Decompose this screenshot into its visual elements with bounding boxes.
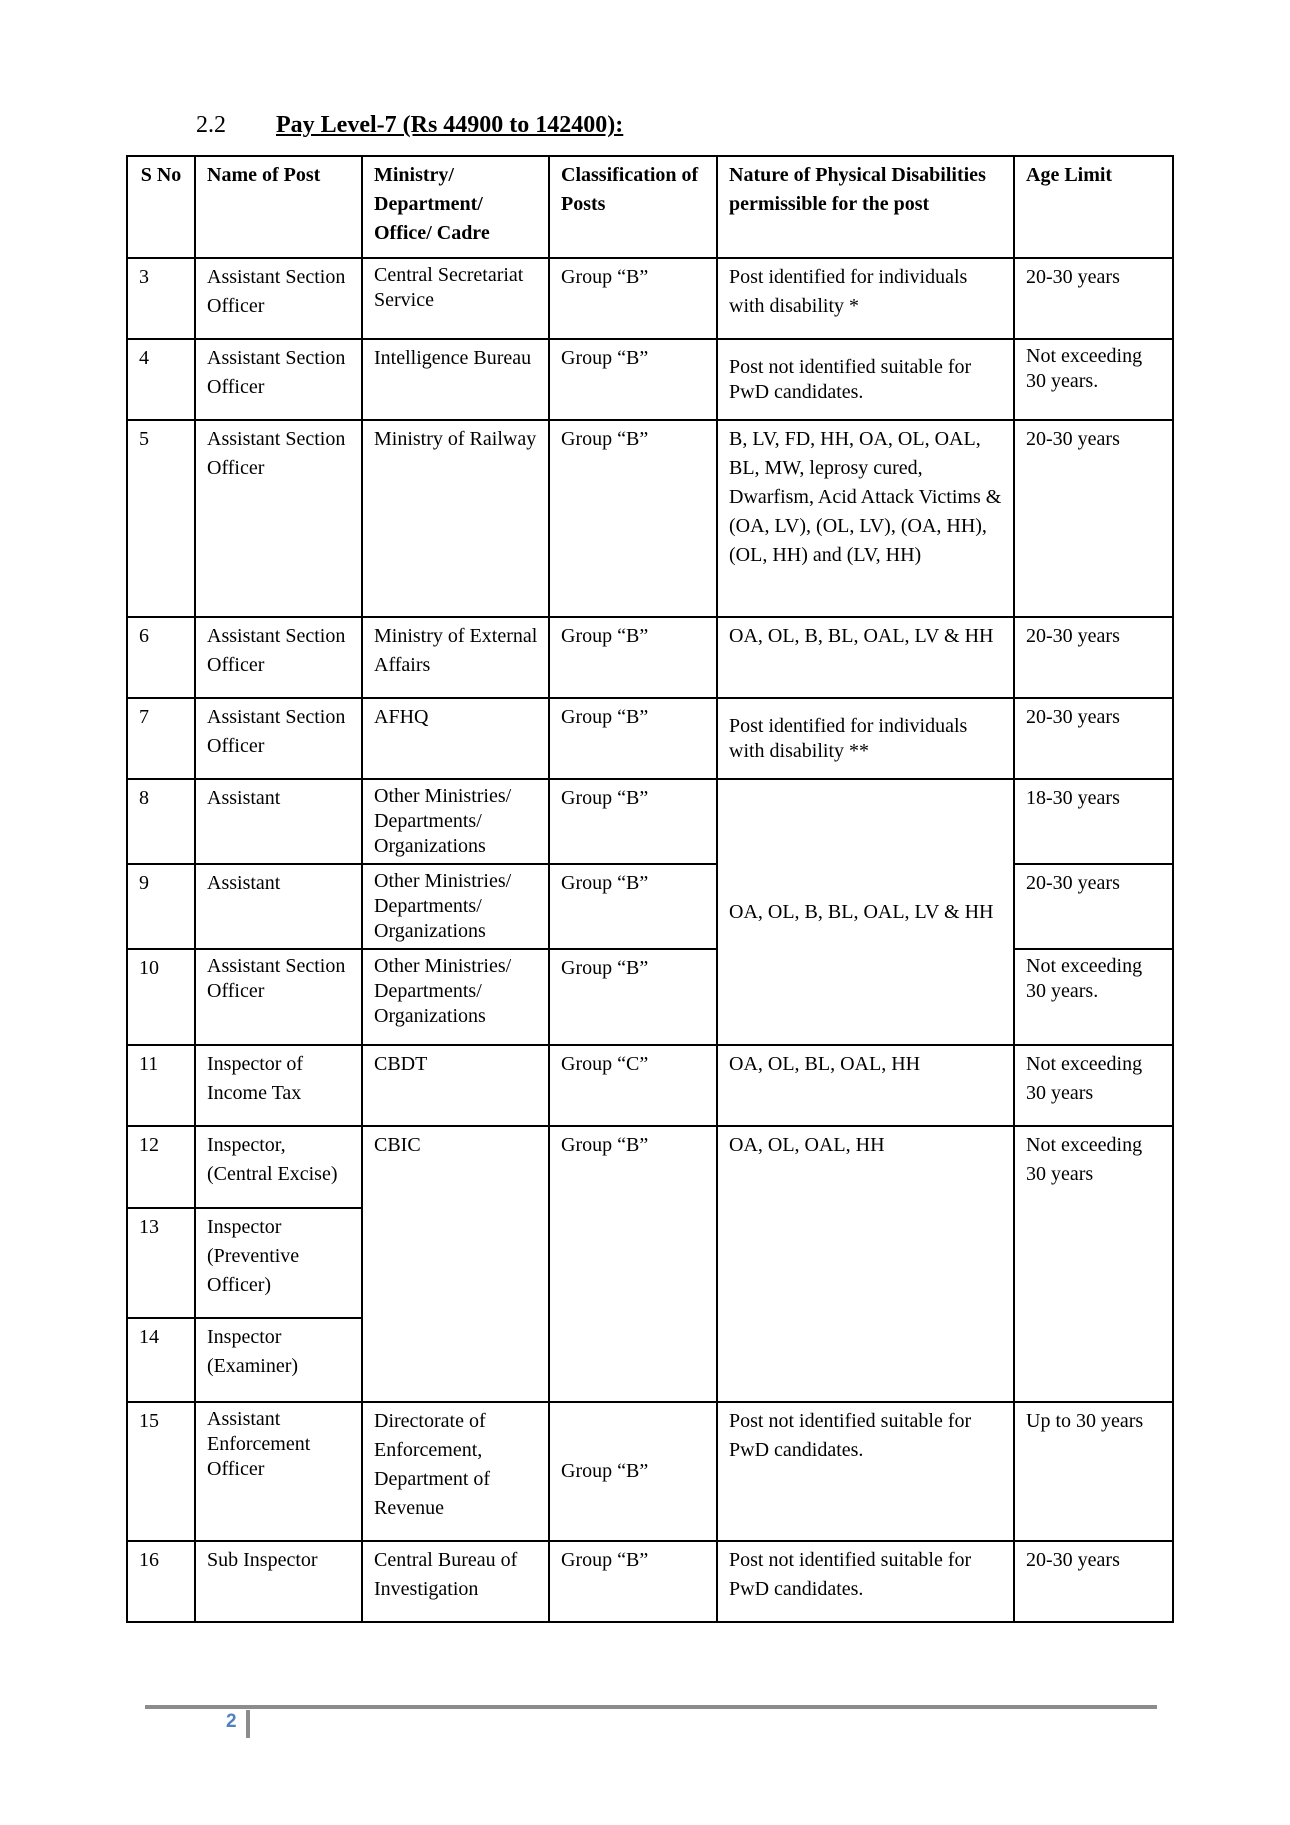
cell-classification: Group “B” [549, 779, 717, 864]
cell-sno: 6 [127, 617, 195, 698]
cell-age: Up to 30 years [1014, 1402, 1173, 1541]
section-heading [196, 112, 623, 139]
table-row [127, 864, 1173, 949]
cell-sno: 16 [127, 1541, 195, 1622]
cell-post: Assistant Section Officer [195, 258, 362, 339]
cell-sno: 4 [127, 339, 195, 420]
cell-ministry: AFHQ [362, 698, 549, 779]
cell-post: Assistant Section Officer [195, 339, 362, 420]
cell-ministry: Other Ministries/ Departments/ Organizations [362, 949, 549, 1045]
cell-classification: Group “B” [549, 1126, 717, 1402]
cell-age: Not exceeding 30 years [1014, 1126, 1173, 1402]
cell-classification: Group “B” [549, 698, 717, 779]
cell-age: Not exceeding 30 years. [1014, 339, 1173, 420]
cell-sno: 7 [127, 698, 195, 779]
page-number: 2 [226, 1711, 237, 1732]
cell-classification: Group “B” [549, 258, 717, 339]
cell-post: Sub Inspector [195, 1541, 362, 1622]
cell-classification: Group “B” [549, 339, 717, 420]
cell-sno: 12 [127, 1126, 195, 1208]
cell-post: Inspector (Examiner) [195, 1318, 362, 1402]
cell-classification: Group “C” [549, 1045, 717, 1126]
cell-age: 20-30 years [1014, 1541, 1173, 1622]
cell-ministry: Ministry of Railway [362, 420, 549, 617]
cell-classification: Group “B” [549, 420, 717, 617]
cell-age: 20-30 years [1014, 617, 1173, 698]
cell-ministry: Other Ministries/ Departments/ Organizations [362, 779, 549, 864]
cell-ministry: Intelligence Bureau [362, 339, 549, 420]
cell-ministry: Directorate of Enforcement, Department of Revenue [362, 1402, 549, 1541]
table-row [127, 779, 1173, 864]
cell-disabilities: OA, OL, B, BL, OAL, LV & HH [717, 617, 1014, 698]
footer-page-separator [246, 1710, 250, 1738]
header-ministry: Ministry/ Department/ Office/ Cadre [362, 156, 549, 258]
cell-age: 20-30 years [1014, 698, 1173, 779]
cell-age: 20-30 years [1014, 420, 1173, 617]
cell-classification: Group “B” [549, 617, 717, 698]
cell-post: Assistant Enforcement Officer [195, 1402, 362, 1541]
cell-ministry: Ministry of External Affairs [362, 617, 549, 698]
table-row [127, 949, 1173, 1045]
posts-table [126, 155, 1174, 1623]
table-row [127, 1126, 1173, 1208]
cell-ministry: CBIC [362, 1126, 549, 1402]
cell-disabilities: OA, OL, BL, OAL, HH [717, 1045, 1014, 1126]
cell-disabilities: OA, OL, OAL, HH [717, 1126, 1014, 1402]
cell-disabilities: Post not identified suitable for PwD candidates. [717, 339, 1014, 420]
cell-sno: 3 [127, 258, 195, 339]
cell-post: Assistant [195, 864, 362, 949]
cell-disabilities: Post not identified suitable for PwD candidates. [717, 1402, 1014, 1541]
cell-sno: 5 [127, 420, 195, 617]
cell-ministry: Central Bureau of Investigation [362, 1541, 549, 1622]
header-sno: S No [127, 156, 195, 258]
cell-post: Assistant Section Officer [195, 949, 362, 1045]
cell-post: Inspector (Preventive Officer) [195, 1208, 362, 1318]
table-row [127, 420, 1173, 617]
table-row [127, 1541, 1173, 1622]
cell-sno: 10 [127, 949, 195, 1045]
table-row [127, 339, 1173, 420]
cell-sno: 15 [127, 1402, 195, 1541]
cell-sno: 9 [127, 864, 195, 949]
cell-age: 20-30 years [1014, 864, 1173, 949]
table-row [127, 1402, 1173, 1541]
table-header-row [127, 156, 1173, 258]
footer-divider [145, 1705, 1157, 1709]
table-row [127, 1045, 1173, 1126]
cell-ministry: CBDT [362, 1045, 549, 1126]
cell-sno: 8 [127, 779, 195, 864]
cell-disabilities: Post not identified suitable for PwD candidates. [717, 1541, 1014, 1622]
header-age: Age Limit [1014, 156, 1173, 258]
cell-sno: 11 [127, 1045, 195, 1126]
cell-disabilities: Post identified for individuals with disability * [717, 258, 1014, 339]
cell-disabilities-merged: OA, OL, B, BL, OAL, LV & HH [717, 779, 1014, 1045]
cell-age: 20-30 years [1014, 258, 1173, 339]
cell-disabilities: Post identified for individuals with disability ** [717, 698, 1014, 779]
cell-classification: Group “B” [549, 864, 717, 949]
cell-classification: Group “B” [549, 1402, 717, 1541]
cell-ministry: Other Ministries/ Departments/ Organizations [362, 864, 549, 949]
cell-age: Not exceeding 30 years. [1014, 949, 1173, 1045]
cell-post: Assistant [195, 779, 362, 864]
section-title: Pay Level-7 (Rs 44900 to 142400): [276, 112, 624, 138]
cell-sno: 13 [127, 1208, 195, 1318]
cell-post: Inspector, (Central Excise) [195, 1126, 362, 1208]
cell-post: Assistant Section Officer [195, 698, 362, 779]
cell-post: Assistant Section Officer [195, 617, 362, 698]
cell-classification: Group “B” [549, 949, 717, 1045]
cell-classification: Group “B” [549, 1541, 717, 1622]
header-post: Name of Post [195, 156, 362, 258]
cell-disabilities: B, LV, FD, HH, OA, OL, OAL, BL, MW, leprosy cured, Dwarfism, Acid Attack Victims & (OA, LV), (OL, LV), (OA, HH), (OL, HH) and (LV, HH) [717, 420, 1014, 617]
cell-age: 18-30 years [1014, 779, 1173, 864]
cell-post: Assistant Section Officer [195, 420, 362, 617]
header-disabilities: Nature of Physical Disabilities permissible for the post [717, 156, 1014, 258]
table-row [127, 617, 1173, 698]
cell-sno: 14 [127, 1318, 195, 1402]
table-row [127, 258, 1173, 339]
cell-ministry: Central Secretariat Service [362, 258, 549, 339]
section-number: 2.2 [196, 112, 226, 138]
cell-age: Not exceeding 30 years [1014, 1045, 1173, 1126]
table-row [127, 698, 1173, 779]
cell-post: Inspector of Income Tax [195, 1045, 362, 1126]
header-classification: Classification of Posts [549, 156, 717, 258]
